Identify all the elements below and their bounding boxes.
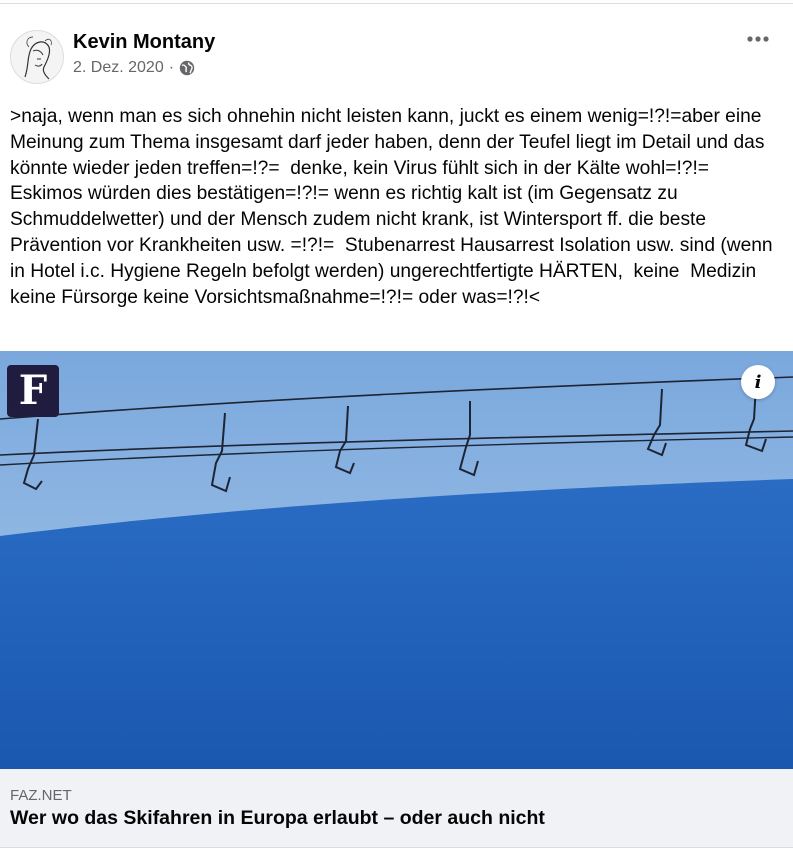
more-options-icon [746, 35, 770, 43]
link-preview-image[interactable] [0, 351, 793, 769]
post-date[interactable]: 2. Dez. 2020 [73, 59, 164, 76]
top-divider [0, 3, 793, 4]
link-headline[interactable]: Wer wo das Skifahren in Europa erlaubt – oder auch nicht [10, 807, 545, 829]
post-text: >naja, wenn man es sich ohnehin nicht leisten kann, juckt es einem wenig=!?!=aber eine Meinung zum Thema insgesamt darf jeder haben, denn der Teufel liegt im Detail und das könnte wieder jeden treffen=!?= denke, kein Virus fühlt sich in der Kälte wohl=!?!= Eskimos würden dies bestätigen=!?!= wenn es richtig kalt ist (im Gegensatz zu Schmuddelwetter) und der Mensch zudem nicht krank, ist Wintersport ff. die beste Prävention vor Krankheiten usw. =!?!= Stubenarrest Hausarrest Isolation usw. sind (wenn in Hotel i.c. Hygiene Regeln befolgt werden) ungerechtfertigte HÄRTEN, keine Medizin keine Fürsorge keine Vorsichtsmaßnahme=!?!= oder was=!?!< [10, 106, 778, 308]
globe-icon[interactable] [179, 60, 195, 76]
ski-lift-photo [0, 351, 793, 769]
avatar-sketch-icon [11, 31, 63, 83]
link-preview-card[interactable] [0, 351, 793, 847]
info-icon: i [754, 371, 762, 393]
more-options-button[interactable] [740, 24, 776, 54]
author-name[interactable]: Kevin Montany [73, 31, 216, 53]
meta-separator: · [168, 59, 175, 76]
link-domain: FAZ.NET [10, 787, 72, 804]
author-avatar[interactable] [10, 30, 64, 84]
post-meta [73, 59, 195, 77]
info-button[interactable] [741, 365, 775, 399]
faz-logo-letter: F [18, 367, 48, 414]
faz-logo [7, 365, 59, 417]
